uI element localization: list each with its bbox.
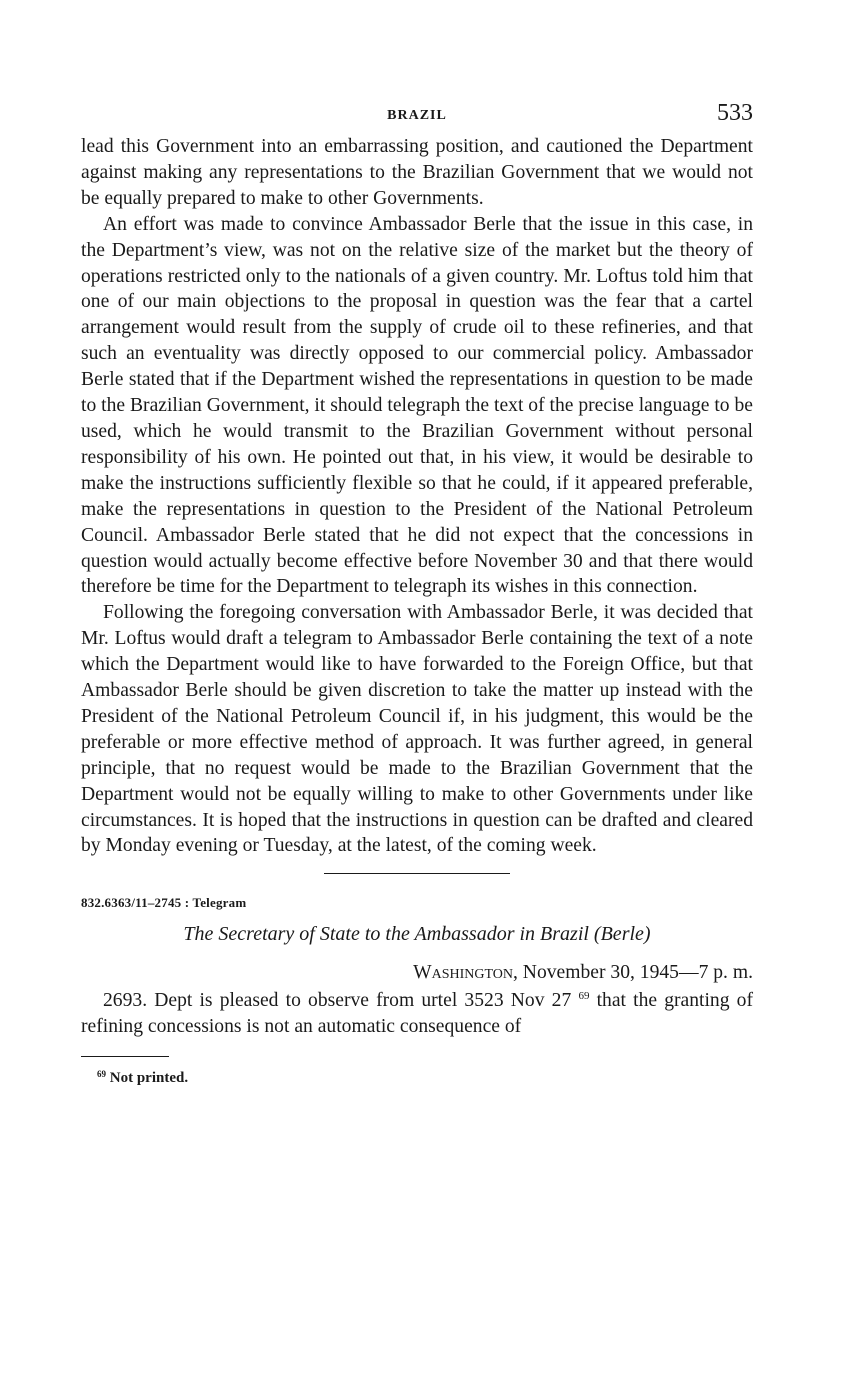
paragraph-decision: Following the foregoing conversation with Ambassador Berle, it was decided that Mr. Loftus would draft a telegram to Ambassador Berle containing the text of a note which the Department would like to have forwarded to the Foreign Office, but that Ambassador Berle should be given discretion to take the matter up instead with the President of the National Petroleum Council if, in his judgment, this would be the preferable or more effective method of approach. It was further agreed, in general principle, that no request would be made to the Brazilian Government that the Department would not be equally willing to make to other Governments under like circumstances. It is hoped that the instructions in question can be drafted and cleared by Monday evening or Tuesday, at the latest, of the coming week. bbox=[81, 602, 753, 857]
footnote-marker: 69 bbox=[97, 1069, 106, 1080]
telegram-message bbox=[81, 988, 753, 1040]
page-number: 533 bbox=[717, 100, 753, 126]
footnote-reference: 69 bbox=[578, 990, 590, 1003]
running-title: BRAZIL bbox=[387, 108, 447, 123]
footnote-text: Not printed. bbox=[106, 1070, 189, 1087]
document-heading: The Secretary of State to the Ambassador in Brazil (Berle) bbox=[183, 923, 651, 946]
telegram-message-end: that the granting of refining concessions is not an automatic consequence of bbox=[81, 990, 754, 1038]
paragraph-continuation: lead this Government into an embarrassing position, and cautioned the Department against making any representations to the Brazilian Government that we would not be equally prepared to make to other Governments. bbox=[81, 136, 753, 209]
dateline-date: , November 30, 1945—7 p. m. bbox=[513, 962, 753, 984]
footnote-divider bbox=[81, 1056, 169, 1057]
file-reference: 832.6363/11–2745 : Telegram bbox=[81, 895, 247, 911]
section-divider bbox=[324, 873, 510, 874]
footnote bbox=[81, 1070, 753, 1087]
telegram-message-start: 2693. Dept is pleased to observe from urtel 3523 Nov 27 bbox=[103, 990, 572, 1012]
document-page bbox=[81, 100, 753, 1087]
paragraph-berle-conversation: An effort was made to convince Ambassador Berle that the issue in this case, in the Department’s view, was not on the relative size of the market but the theory of operations restricted only to the nationals of a given country. Mr. Loftus told him that one of our main objections to the proposal in question was the fear that a cartel arrangement would result from the supply of crude oil to these refineries, and that such an eventuality was directly opposed to our commercial policy. Ambassador Berle stated that if the Department wished the representations in question to be made to the Brazilian Government, it should telegraph the text of the precise language to be used, which he would transmit to the Brazilian Government without personal responsibility of his own. He pointed out that, in his view, it would be desirable to make the instructions sufficiently flexible so that he could, if it appeared preferable, make the representations in question to the President of the National Petroleum Council. Ambassador Berle stated that he did not expect that the concessions in question would actually become effective before November 30 and that there would therefore be time for the Department to telegraph its wishes in this connection. bbox=[81, 213, 753, 598]
dateline bbox=[81, 960, 753, 986]
running-head bbox=[81, 100, 753, 134]
dateline-place: Washington bbox=[413, 962, 513, 984]
